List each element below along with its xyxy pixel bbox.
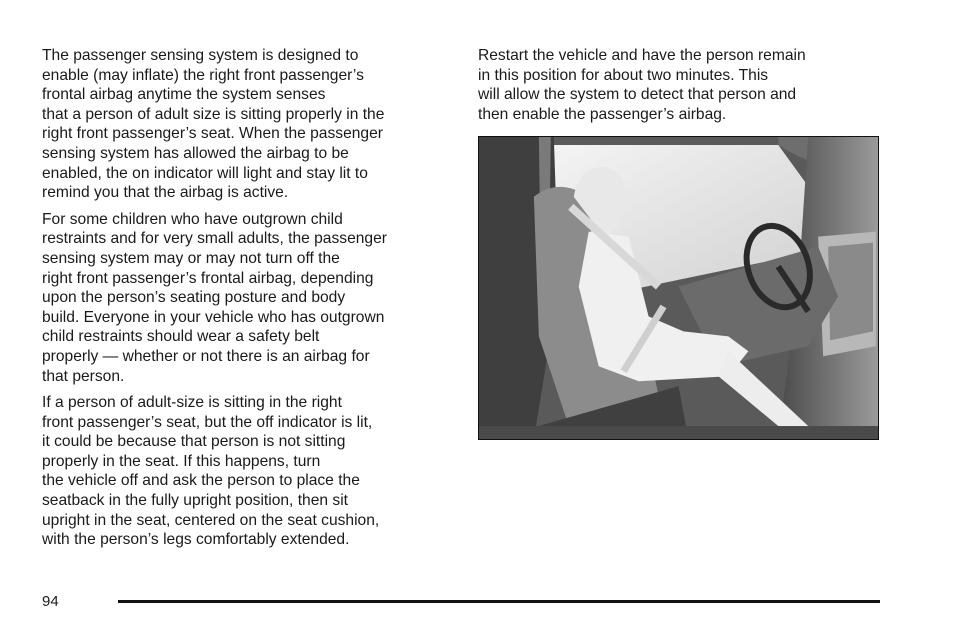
text-line: that person. <box>42 367 125 385</box>
text-line: sensing system may or may not turn off the <box>42 249 340 267</box>
text-line: properly — whether or not there is an airbag for <box>42 347 370 365</box>
text-line: in this position for about two minutes. This <box>478 66 769 84</box>
left-column <box>42 46 447 557</box>
text-line: it could be because that person is not sitting <box>42 433 346 451</box>
text-line: front passenger’s seat, but the off indicator is lit, <box>42 413 373 431</box>
paragraph-2 <box>42 210 447 386</box>
text-line: restraints and for very small adults, the passenger <box>42 230 387 248</box>
text-line: The passenger sensing system is designed to <box>42 47 359 64</box>
paragraph-4 <box>478 46 878 124</box>
text-line: Restart the vehicle and have the person remain <box>478 47 806 64</box>
paragraph-1 <box>42 46 447 203</box>
text-line: frontal airbag anytime the system senses <box>42 86 326 104</box>
text-line: the vehicle off and ask the person to place the <box>42 472 360 490</box>
text-line: child restraints should wear a safety belt <box>42 328 320 346</box>
text-line: right front passenger’s seat. When the passenger <box>42 125 383 143</box>
text-line: sensing system has allowed the airbag to be <box>42 144 349 162</box>
text-line: upright in the seat, centered on the seat cushion, <box>42 511 380 529</box>
text-line: remind you that the airbag is active. <box>42 184 289 202</box>
text-line: enabled, the on indicator will light and stay lit to <box>42 164 368 182</box>
text-line: build. Everyone in your vehicle who has outgrown <box>42 308 385 326</box>
text-line: properly in the seat. If this happens, turn <box>42 452 321 470</box>
text-line: right front passenger’s frontal airbag, depending <box>42 269 374 287</box>
text-line: with the person’s legs comfortably extended. <box>42 531 350 549</box>
text-line: seatback in the fully upright position, then sit <box>42 492 348 510</box>
passenger-seat-drawing <box>479 137 878 439</box>
text-line: will allow the system to detect that person and <box>478 86 797 104</box>
right-column <box>478 46 878 131</box>
text-line: that a person of adult size is sitting properly in the <box>42 105 385 123</box>
passenger-seat-illustration <box>478 136 879 440</box>
text-line: upon the person’s seating posture and body <box>42 289 346 307</box>
footer-rule <box>118 600 880 603</box>
text-line: For some children who have outgrown child <box>42 210 343 228</box>
page-number: 94 <box>42 593 59 610</box>
text-line: enable (may inflate) the right front passenger’s <box>42 66 364 84</box>
text-line: then enable the passenger’s airbag. <box>478 105 727 123</box>
text-line: If a person of adult-size is sitting in the right <box>42 394 342 412</box>
paragraph-3 <box>42 393 447 550</box>
